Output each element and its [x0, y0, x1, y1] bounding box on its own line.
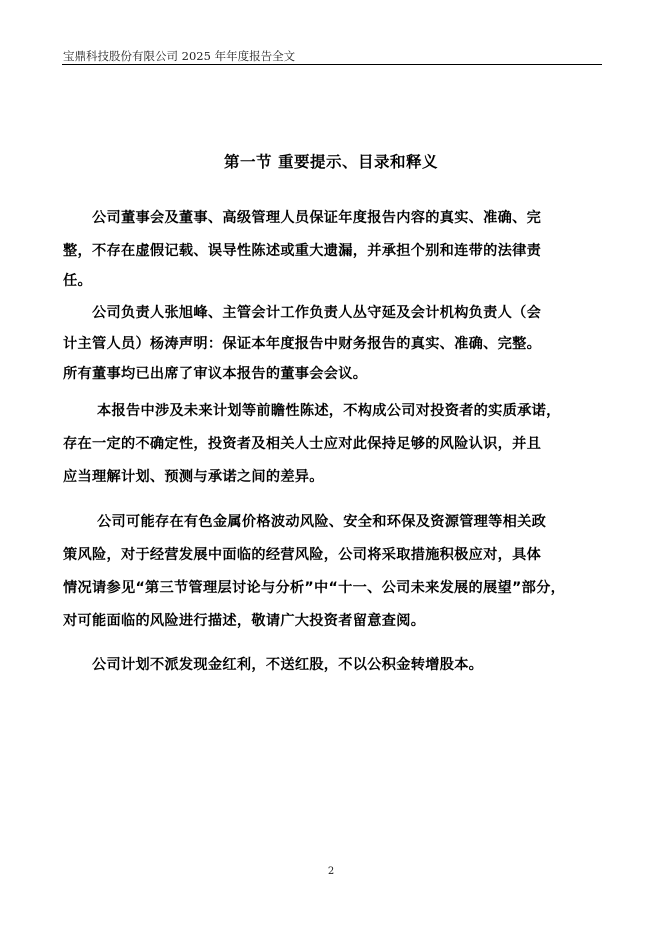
paragraph-line: 公司负责人张旭峰、主管会计工作负责人丛守延及会计机构负责人（会 — [92, 305, 542, 321]
paragraph-line: 公司董事会及董事、高级管理人员保证年度报告内容的真实、准确、完 — [92, 210, 542, 226]
paragraph-line: 存在一定的不确定性，投资者及相关人士应对此保持足够的风险认识，并且 — [63, 436, 542, 452]
paragraph-line: 任。 — [63, 273, 92, 289]
paragraph-line: 情况请参见“第三节管理层讨论与分析”中“十一、公司未来发展的展望”部分， — [63, 580, 566, 596]
section-title: 第一节 重要提示、目录和释义 — [224, 153, 438, 171]
paragraph-line: 公司计划不派发现金红利，不送红股，不以公积金转增股本。 — [92, 657, 484, 673]
header-text: 宝鼎科技股份有限公司 2025 年年度报告全文 — [63, 49, 296, 63]
paragraph-line: 所有董事均已出席了审议本报告的董事会会议。 — [63, 366, 368, 382]
paragraph-line: 本报告中涉及未来计划等前瞻性陈述，不构成公司对投资者的实质承诺， — [97, 403, 561, 419]
paragraph-line: 策风险，对于经营发展中面临的经营风险，公司将采取措施积极应对，具体 — [63, 547, 542, 563]
header-divider — [62, 64, 602, 65]
paragraph-line: 整，不存在虚假记载、误导性陈述或重大遗漏，并承担个别和连带的法律责 — [63, 243, 542, 259]
paragraph-line: 计主管人员）杨涛声明：保证本年度报告中财务报告的真实、准确、完整。 — [63, 336, 542, 352]
paragraph-line: 公司可能存在有色金属价格波动风险、安全和环保及资源管理等相关政 — [97, 514, 547, 530]
paragraph-line: 应当理解计划、预测与承诺之间的差异。 — [63, 469, 324, 485]
page-number: 2 — [327, 866, 335, 877]
paragraph-line: 对可能面临的风险进行描述，敬请广大投资者留意查阅。 — [63, 613, 426, 629]
